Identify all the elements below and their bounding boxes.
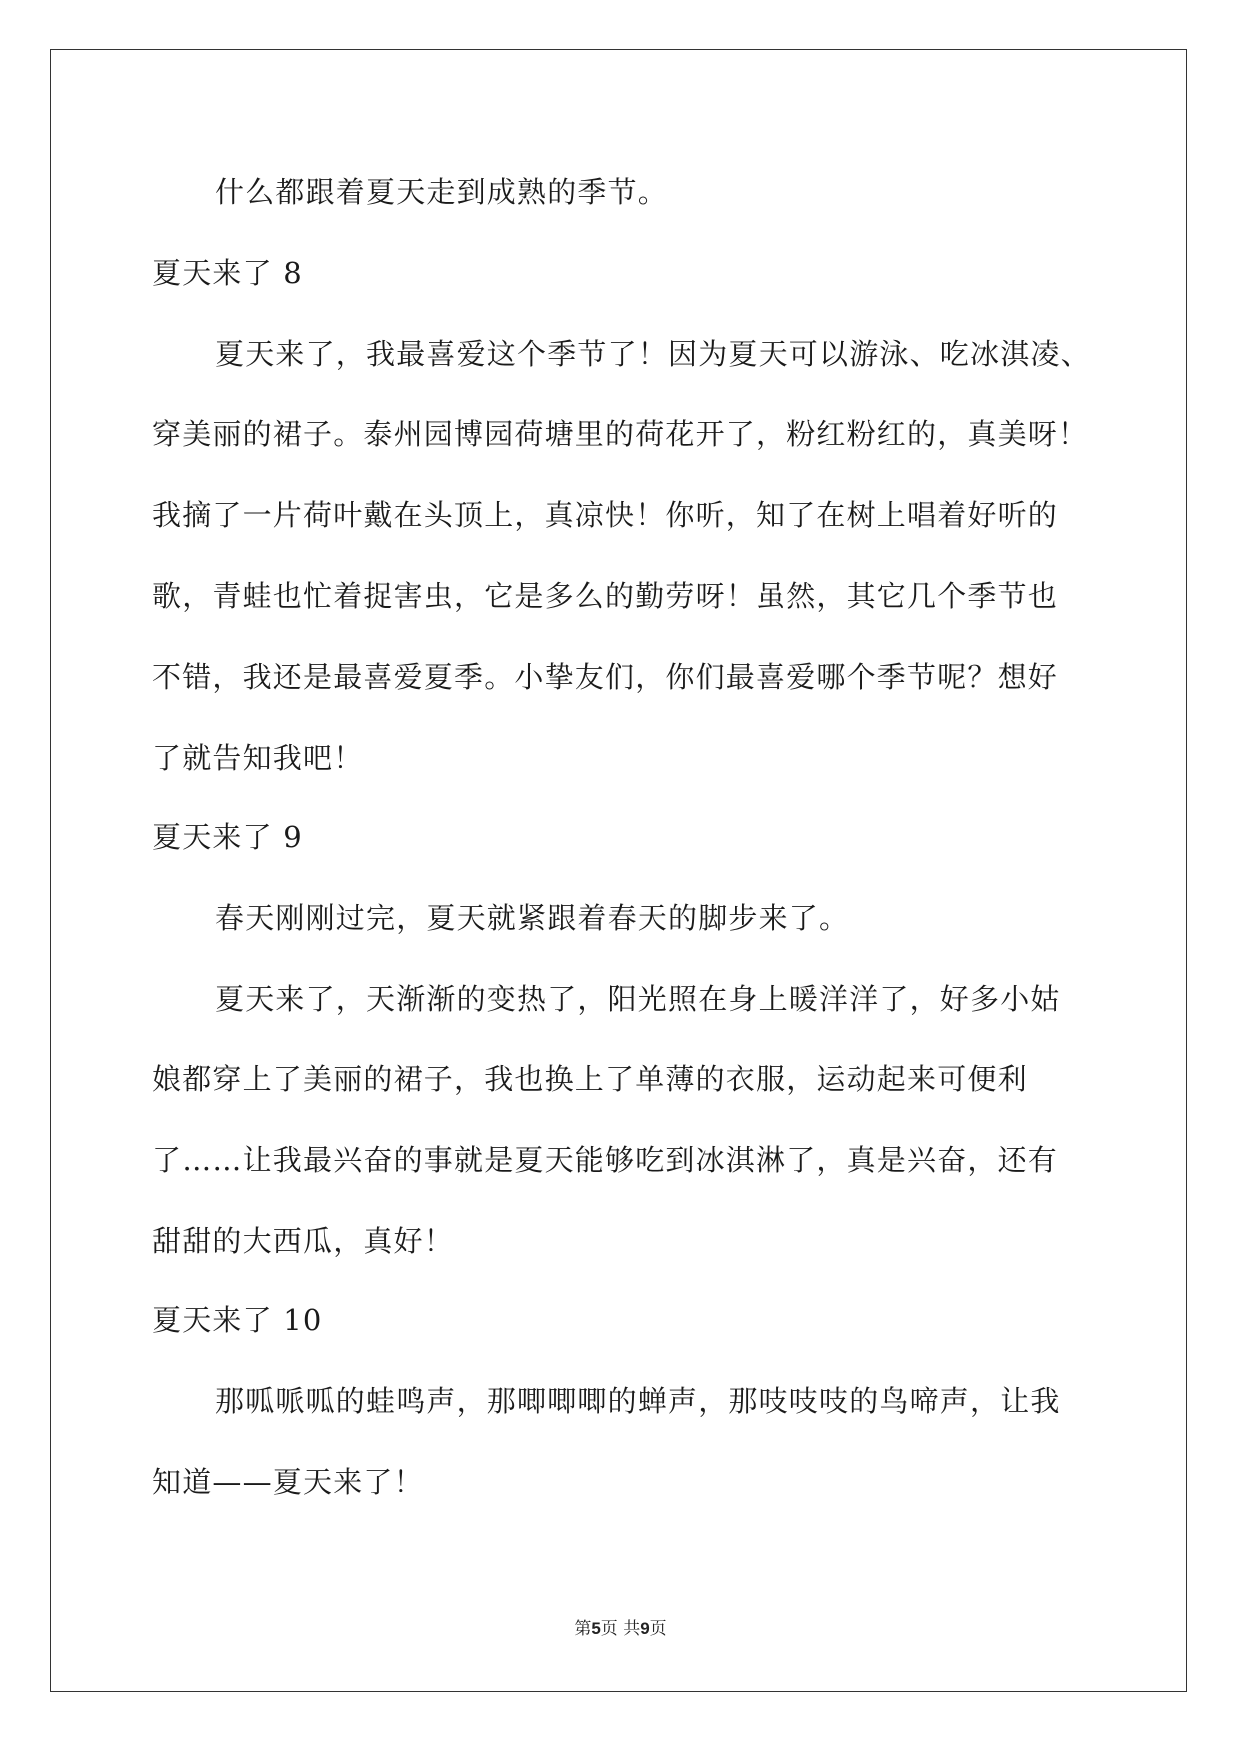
paragraph-line: 知道——夏天来了！ xyxy=(152,1465,424,1499)
paragraph-line: 夏天来了，我最喜爱这个季节了！因为夏天可以游泳、吃冰淇凌、 xyxy=(215,337,1091,371)
footer-suffix: 页 xyxy=(649,1619,667,1639)
footer-prefix: 第 xyxy=(574,1619,592,1639)
paragraph-line: 夏天来了，天渐渐的变热了，阳光照在身上暖洋洋了，好多小姑 xyxy=(215,982,1061,1016)
paragraph-line: 了……让我最兴奋的事就是夏天能够吃到冰淇淋了，真是兴奋，还有 xyxy=(152,1143,1059,1177)
page-border xyxy=(50,49,1187,1692)
paragraph-line: 歌，青蛙也忙着捉害虫，它是多么的勤劳呀！虽然，其它几个季节也 xyxy=(152,579,1059,613)
footer-mid: 页 共 xyxy=(600,1619,641,1639)
section-heading: 夏天来了 8 xyxy=(152,256,303,290)
paragraph-line: 穿美丽的裙子。泰州园博园荷塘里的荷花开了，粉红粉红的，真美呀！ xyxy=(152,417,1089,451)
section-heading: 夏天来了 10 xyxy=(152,1303,323,1337)
paragraph-line: 我摘了一片荷叶戴在头顶上，真凉快！你听，知了在树上唱着好听的 xyxy=(152,498,1059,532)
paragraph-line: 甜甜的大西瓜，真好！ xyxy=(152,1224,455,1258)
paragraph-line: 了就告知我吧！ xyxy=(152,741,364,775)
paragraph-line: 娘都穿上了美丽的裙子，我也换上了单薄的衣服，运动起来可便利 xyxy=(152,1062,1028,1096)
page-number-footer xyxy=(0,1618,1241,1640)
section-heading: 夏天来了 9 xyxy=(152,820,303,854)
paragraph-line: 那呱哌呱的蛙鸣声，那唧唧唧的蝉声，那吱吱吱的鸟啼声，让我 xyxy=(215,1384,1061,1418)
total-page-number: 9 xyxy=(640,1619,650,1638)
paragraph-line: 不错，我还是最喜爱夏季。小挚友们，你们最喜爱哪个季节呢？想好 xyxy=(152,660,1059,694)
paragraph-line: 什么都跟着夏天走到成熟的季节。 xyxy=(215,175,669,209)
paragraph-line: 春天刚刚过完，夏天就紧跟着春天的脚步来了。 xyxy=(215,901,850,935)
current-page-number: 5 xyxy=(591,1619,601,1638)
